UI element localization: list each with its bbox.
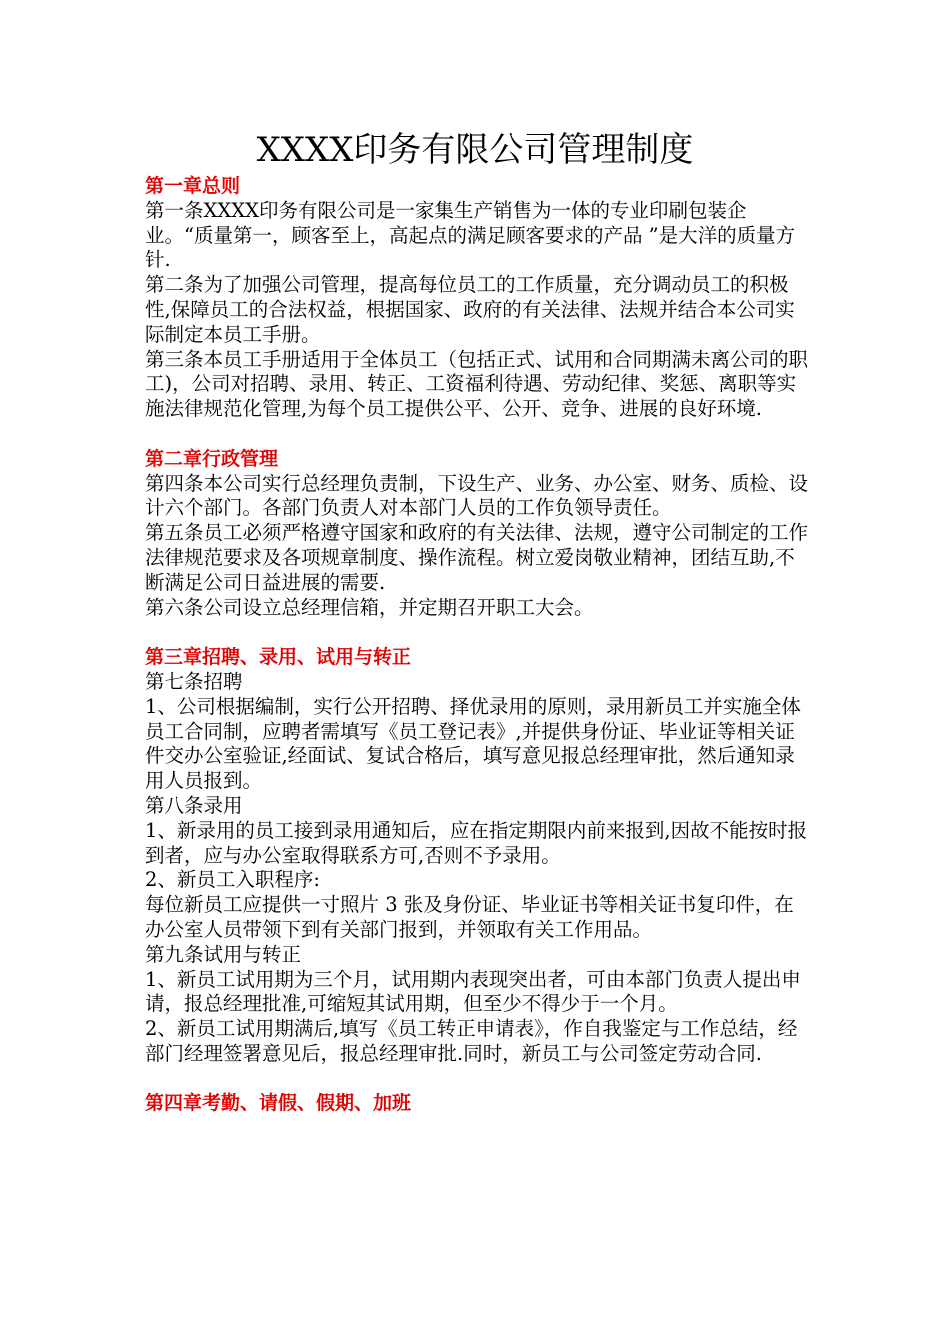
article-paragraph: 第三条本员工手册适用于全体员工（包括正式、试用和合同期满未离公司的职工)，公司对招聘、录用、转正、工资福利待遇、劳动纪律、奖惩、离职等实施法律规范化管理,为每个员工提供公平、公开、竞争、进展的良好环境. xyxy=(145,347,809,421)
article-paragraph: 每位新员工应提供一寸照片 3 张及身份证、毕业证书等相关证书复印件，在办公室人员带领下到有关部门报到，并领取有关工作用品。 xyxy=(145,893,794,941)
article-heading: 第八条录用 xyxy=(145,793,243,817)
article-paragraph: 1、公司根据编制，实行公开招聘、择优录用的原则，录用新员工并实施全体员工合同制，应聘者需填写《员工登记表》,并提供身份证、毕业证等相关证件交办公室验证,经面试、复试合格后，填写意见报总经理审批，然后通知录用人员报到。 xyxy=(145,694,801,793)
chapter-heading: 第四章考勤、请假、假期、加班 xyxy=(145,1092,412,1115)
chapter-3 xyxy=(145,645,813,1067)
document-title: XXXX印务有限公司管理制度 xyxy=(256,130,694,170)
article-paragraph: 第四条本公司实行总经理负责制，下设生产、业务、办公室、财务、质检、设计六个部门。各部门负责人对本部门人员的工作负领导责任。 xyxy=(145,471,809,520)
article-heading: 第九条试用与转正 xyxy=(145,942,302,966)
chapter-heading: 第一章总则 xyxy=(145,175,241,197)
article-paragraph: 第一条XXXX印务有限公司是一家集生产销售为一体的专业印刷包装企业。“质量第一，顾客至上，高起点的满足顾客要求的产品 ”是大洋的质量方针. xyxy=(145,198,796,272)
document-body xyxy=(145,174,813,1116)
article-paragraph: 2、新员工入职程序: xyxy=(145,868,320,892)
chapter-heading: 第三章招聘、录用、试用与转正 xyxy=(145,646,412,669)
article-paragraph: 2、新员工试用期满后,填写《员工转正申请表》，作自我鉴定与工作总结，经部门经理签署意见后，报总经理审批.同时，新员工与公司签定劳动合同. xyxy=(145,1017,798,1065)
section-gap xyxy=(145,1067,813,1092)
chapter-4 xyxy=(145,1091,813,1116)
chapter-2 xyxy=(145,447,813,621)
article-paragraph: 第六条公司设立总经理信箱，并定期召开职工大会。 xyxy=(145,595,594,619)
article-paragraph: 1、新员工试用期为三个月，试用期内表现突出者，可由本部门负责人提出申请，报总经理批准,可缩短其试用期，但至少不得少于一个月。 xyxy=(145,967,801,1016)
chapter-heading: 第二章行政管理 xyxy=(145,447,279,470)
article-paragraph: 第二条为了加强公司管理，提高每位员工的工作质量，充分调动员工的积极性,保障员工的合法权益，根据国家、政府的有关法律、法规并结合本公司实际制定本员工手册。 xyxy=(145,273,795,346)
article-heading: 第七条招聘 xyxy=(145,669,243,693)
article-paragraph: 第五条员工必须严格遵守国家和政府的有关法律、法规，遵守公司制定的工作法律规范要求及各项规章制度、操作流程。树立爱岗敬业精神，团结互助,不断满足公司日益进展的需要. xyxy=(145,521,809,594)
chapter-1 xyxy=(145,174,813,422)
section-gap xyxy=(145,422,813,447)
section-gap xyxy=(145,620,813,645)
article-paragraph: 1、新录用的员工接到录用通知后，应在指定期限内前来报到,因故不能按时报到者，应与办公室取得联系方可,否则不予录用。 xyxy=(145,818,808,867)
